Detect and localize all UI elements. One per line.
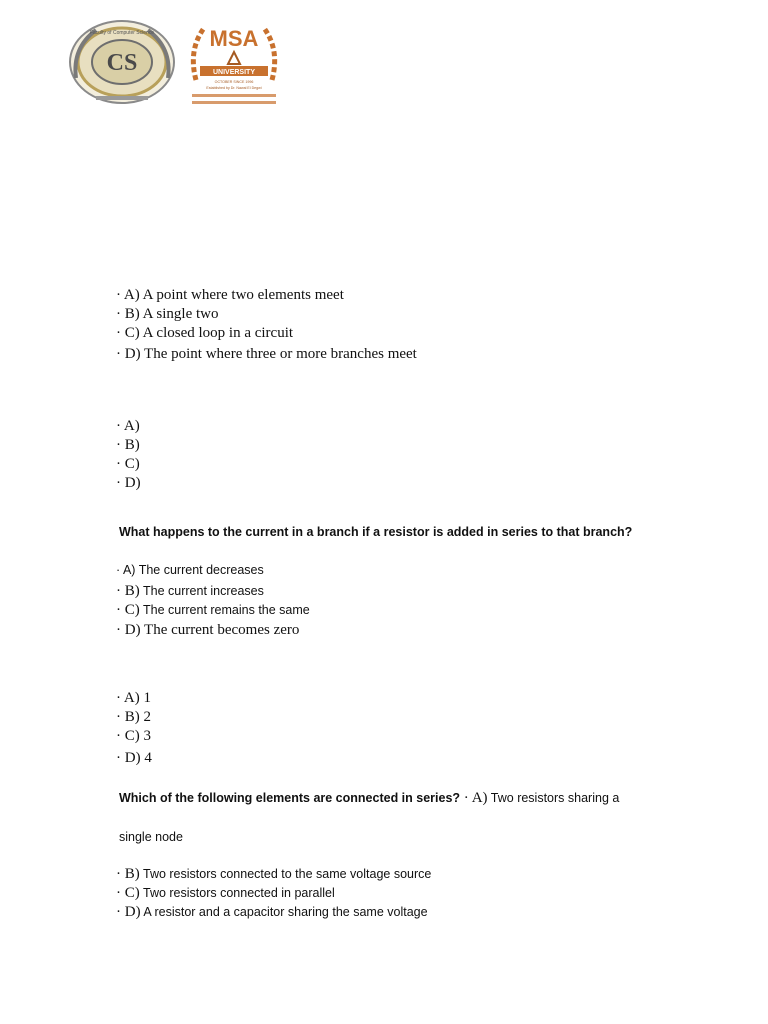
- option-a: [116, 561, 264, 579]
- option-d: · D): [116, 475, 141, 491]
- option-a: · A) A point where two elements meet: [116, 287, 344, 303]
- option-b: · B): [116, 437, 140, 453]
- option-text: Two resistors connected to the same voltage source: [139, 867, 432, 881]
- faculty-cs-logo: [66, 18, 178, 106]
- option-text: The current increases: [139, 584, 264, 598]
- msa-title: MSA: [209, 26, 259, 51]
- option-c: · C) 3: [116, 728, 151, 744]
- option-text: Two resistors connected in parallel: [139, 886, 335, 900]
- option-d: [116, 903, 428, 921]
- option-a: · A) 1: [116, 690, 151, 706]
- option-d: · D) The current becomes zero: [116, 622, 300, 638]
- option-d: · D) 4: [116, 750, 152, 766]
- option-b: · B) 2: [116, 709, 151, 725]
- option-text: The current remains the same: [139, 603, 310, 617]
- option-letter: · C): [116, 602, 140, 618]
- option-letter: · B): [116, 583, 140, 599]
- option-b: [116, 865, 431, 883]
- msa-line1: OCTOBER SINCE 1996: [214, 80, 254, 84]
- option-letter: · A): [460, 790, 488, 806]
- msa-university-logo: [184, 20, 284, 110]
- msa-banner: UNIVERSITY: [212, 69, 256, 76]
- option-letter: · D): [116, 904, 141, 920]
- cs-letters: CS: [106, 50, 138, 76]
- option-text: Two resistors sharing a: [487, 791, 620, 805]
- faculty-text: Faculty of Computer Science: [89, 30, 155, 36]
- option-d: · D) The point where three or more branches meet: [116, 346, 417, 362]
- msa-line2: Established by Dr. Nawal El Degwi: [206, 86, 262, 90]
- option-a-continuation: single node: [119, 830, 183, 844]
- option-letter: · A): [116, 563, 136, 577]
- question-text: [119, 789, 619, 807]
- option-c: [116, 884, 335, 902]
- option-c: [116, 601, 310, 619]
- option-letter: · C): [116, 885, 140, 901]
- option-c: · C): [116, 456, 140, 472]
- option-letter: · B): [116, 866, 140, 882]
- option-c: · C) A closed loop in a circuit: [116, 325, 294, 341]
- question-body: Which of the following elements are connected in series?: [119, 791, 461, 805]
- option-text: A resistor and a capacitor sharing the same voltage: [140, 905, 428, 919]
- option-text: The current decreases: [135, 563, 264, 577]
- option-b: · B) A single two: [116, 306, 219, 322]
- option-b: [116, 582, 264, 600]
- question-text: What happens to the current in a branch if a resistor is added in series to that branch?: [119, 525, 633, 539]
- option-a: · A): [116, 418, 140, 434]
